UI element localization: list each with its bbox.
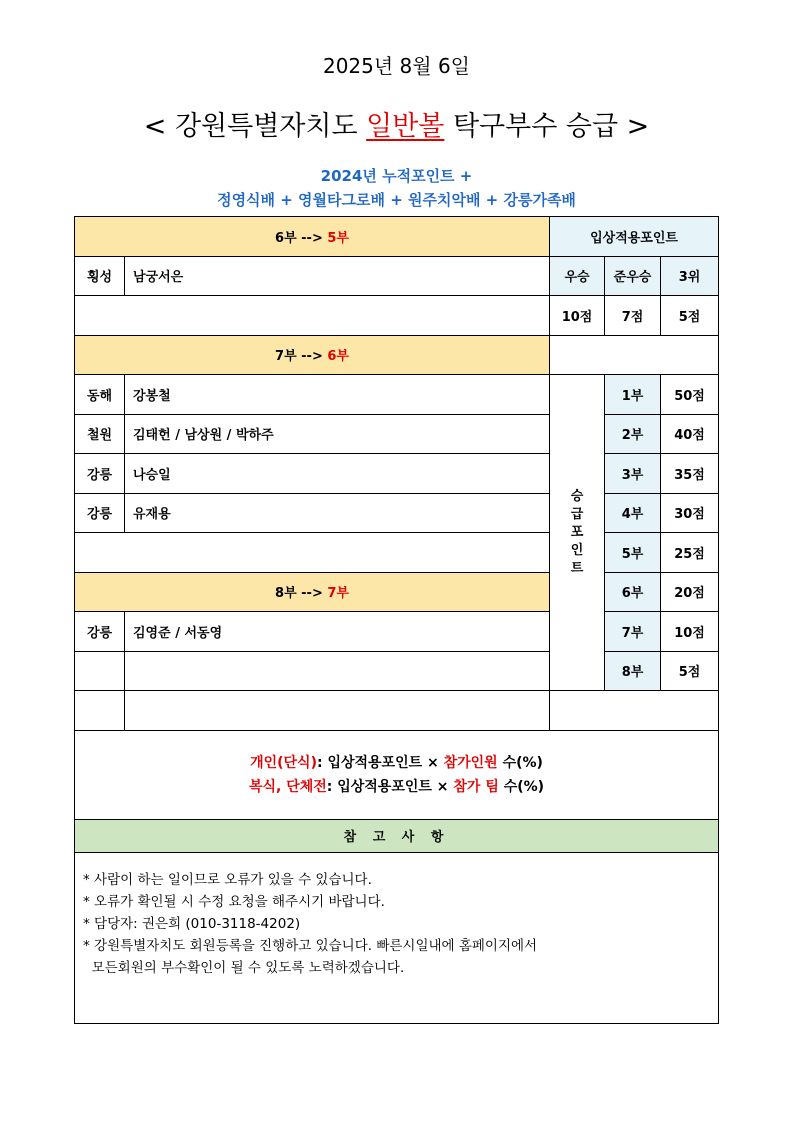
formula-label: 개인(단식) [250,754,317,771]
names-cell: 김영준 / 서동영 [125,612,550,652]
label-char: 승 [570,488,584,504]
region-cell: 강릉 [75,493,125,533]
formula-highlight: 참가인원 [443,754,498,771]
group-to: 6부 [327,349,349,365]
empty-cell [75,691,125,731]
label-char: 인 [570,542,584,558]
region-cell: 횡성 [75,256,125,296]
note-line: * 오류가 확인될 시 수정 요청을 해주시기 바랍니다. [83,893,385,910]
note-line: * 사람이 하는 일이므로 오류가 있을 수 있습니다. [83,871,372,888]
title-suffix: 탁구부수 승급 > [444,111,650,142]
region-cell: 강릉 [75,454,125,494]
group-header [75,217,550,257]
division-points-cell: 35점 [661,454,719,494]
formula-text: 수(%) [497,754,543,771]
subtitle-line-1: 2024년 누적포인트 + [320,167,473,185]
empty-cell [125,651,550,691]
table-row [75,296,719,336]
division-cell: 3부 [605,454,661,494]
formula-line-single [75,751,718,775]
division-cell: 7부 [605,612,661,652]
group-header [75,572,550,612]
empty-cell [75,533,550,573]
points-value: 10점 [550,296,605,336]
formula-label: 복식, 단체전 [248,778,327,795]
formula-text: : 입상적용포인트 × [316,754,444,771]
division-points-cell: 40점 [661,414,719,454]
title-prefix: < 강원특별자치도 [143,111,367,142]
group-from: 8부 --> [275,586,328,602]
table-row [75,572,719,612]
empty-cell [550,691,719,731]
division-cell: 2부 [605,414,661,454]
group-from: 6부 --> [275,230,328,246]
points-value: 7점 [605,296,661,336]
notes-body [75,852,719,1023]
table-row [75,651,719,691]
document-title [0,104,793,143]
names-cell: 남궁서은 [125,256,550,296]
formula-cell [75,730,719,819]
formula-text: 수(%) [498,778,545,795]
promotion-table [74,216,719,1024]
names-cell: 강봉철 [125,375,550,415]
division-points-cell: 20점 [661,572,719,612]
empty-cell [75,296,550,336]
region-cell: 동해 [75,375,125,415]
division-points-cell: 10점 [661,612,719,652]
label-char: 트 [570,560,584,576]
division-cell: 1부 [605,375,661,415]
table-row [75,730,719,819]
table-row [75,819,719,852]
division-points-cell: 30점 [661,493,719,533]
points-header-title: 입상적용포인트 [550,217,719,257]
formula-line-doubles [75,775,718,799]
title-highlight: 일반볼 [366,111,445,142]
group-from: 7부 --> [275,349,328,365]
label-char: 포 [570,524,584,540]
division-cell: 4부 [605,493,661,533]
empty-cell [75,651,125,691]
table-row [75,335,719,375]
formula-highlight: 참가 팀 [453,778,499,795]
points-column-header: 3위 [661,256,719,296]
names-cell: 나승일 [125,454,550,494]
points-column-header: 우승 [550,256,605,296]
division-cell: 8부 [605,651,661,691]
empty-cell [550,335,719,375]
document-date: 2025년 8월 6일 [322,54,471,78]
table-row [75,375,719,415]
group-to: 7부 [327,586,349,602]
table-row [75,256,719,296]
table-row [75,852,719,1023]
region-cell: 강릉 [75,612,125,652]
names-cell: 유재용 [125,493,550,533]
division-points-cell: 5점 [661,651,719,691]
table-row [75,533,719,573]
note-line: 모든회원의 부수확인이 될 수 있도록 노력하겠습니다. [83,959,405,976]
region-cell: 철원 [75,414,125,454]
table-row [75,414,719,454]
table-row [75,493,719,533]
division-points-cell: 25점 [661,533,719,573]
group-header [75,335,550,375]
notes-title: 참 고 사 항 [75,819,719,852]
division-cell: 6부 [605,572,661,612]
division-cell: 5부 [605,533,661,573]
points-column-header: 준우승 [605,256,661,296]
subtitle-line-2: 정영식배 + 영월타그로배 + 원주치악배 + 강릉가족배 [217,191,576,209]
names-cell: 김태헌 / 남상원 / 박하주 [125,414,550,454]
label-char: 급 [570,506,584,522]
points-value: 5점 [661,296,719,336]
formula-text: : 입상적용포인트 × [326,778,454,795]
division-points-cell: 50점 [661,375,719,415]
group-to: 5부 [327,230,349,246]
table-row [75,612,719,652]
table-row [75,217,719,257]
table-row [75,691,719,731]
note-line: * 강원특별자치도 회원등록을 진행하고 있습니다. 빠른시일내에 홈페이지에서 [83,937,538,954]
promotion-points-label [550,375,605,691]
note-line: * 담당자: 권은희 (010-3118-4202) [83,915,301,932]
empty-cell [125,691,550,731]
table-row [75,454,719,494]
